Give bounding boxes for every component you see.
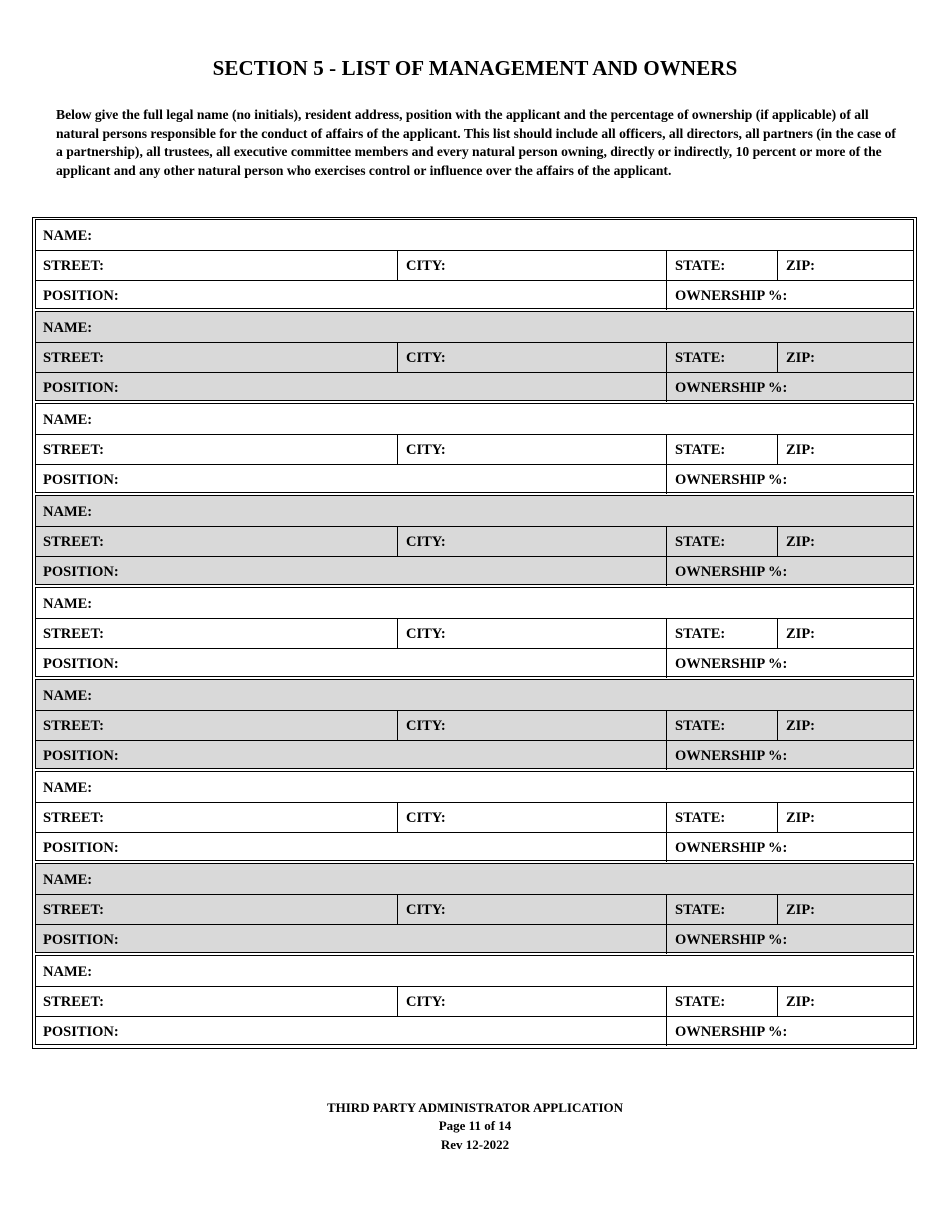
column-divider bbox=[666, 710, 667, 740]
name-field[interactable]: NAME: bbox=[43, 688, 93, 704]
column-divider bbox=[777, 894, 778, 924]
ownership-percent-field[interactable]: OWNERSHIP %: bbox=[675, 840, 788, 856]
row-divider bbox=[36, 986, 913, 987]
state-field[interactable]: STATE: bbox=[675, 258, 726, 274]
column-divider bbox=[666, 832, 667, 862]
person-entry-block bbox=[35, 955, 914, 1045]
column-divider bbox=[777, 342, 778, 372]
person-entry-block bbox=[35, 495, 914, 585]
person-entry-block bbox=[35, 311, 914, 401]
ownership-percent-field[interactable]: OWNERSHIP %: bbox=[675, 288, 788, 304]
position-field[interactable]: POSITION: bbox=[43, 564, 119, 580]
name-field[interactable]: NAME: bbox=[43, 964, 93, 980]
column-divider bbox=[397, 986, 398, 1016]
city-field[interactable]: CITY: bbox=[406, 810, 446, 826]
city-field[interactable]: CITY: bbox=[406, 902, 446, 918]
zip-field[interactable]: ZIP: bbox=[786, 626, 815, 642]
column-divider bbox=[777, 986, 778, 1016]
column-divider bbox=[397, 802, 398, 832]
row-divider bbox=[36, 802, 913, 803]
state-field[interactable]: STATE: bbox=[675, 810, 726, 826]
column-divider bbox=[777, 710, 778, 740]
street-field[interactable]: STREET: bbox=[43, 350, 104, 366]
column-divider bbox=[666, 464, 667, 494]
position-field[interactable]: POSITION: bbox=[43, 1024, 119, 1040]
column-divider bbox=[666, 618, 667, 648]
row-divider bbox=[36, 556, 913, 557]
name-field[interactable]: NAME: bbox=[43, 504, 93, 520]
row-divider bbox=[36, 250, 913, 251]
state-field[interactable]: STATE: bbox=[675, 718, 726, 734]
zip-field[interactable]: ZIP: bbox=[786, 902, 815, 918]
column-divider bbox=[666, 924, 667, 954]
row-divider bbox=[36, 526, 913, 527]
column-divider bbox=[666, 648, 667, 678]
position-field[interactable]: POSITION: bbox=[43, 380, 119, 396]
name-field[interactable]: NAME: bbox=[43, 596, 93, 612]
name-field[interactable]: NAME: bbox=[43, 228, 93, 244]
ownership-percent-field[interactable]: OWNERSHIP %: bbox=[675, 656, 788, 672]
row-divider bbox=[36, 372, 913, 373]
state-field[interactable]: STATE: bbox=[675, 350, 726, 366]
position-field[interactable]: POSITION: bbox=[43, 288, 119, 304]
city-field[interactable]: CITY: bbox=[406, 718, 446, 734]
city-field[interactable]: CITY: bbox=[406, 258, 446, 274]
street-field[interactable]: STREET: bbox=[43, 902, 104, 918]
name-field[interactable]: NAME: bbox=[43, 412, 93, 428]
street-field[interactable]: STREET: bbox=[43, 718, 104, 734]
row-divider bbox=[36, 280, 913, 281]
ownership-percent-field[interactable]: OWNERSHIP %: bbox=[675, 748, 788, 764]
street-field[interactable]: STREET: bbox=[43, 994, 104, 1010]
footer-page-number: Page 11 of 14 bbox=[438, 1118, 512, 1133]
zip-field[interactable]: ZIP: bbox=[786, 258, 815, 274]
column-divider bbox=[397, 618, 398, 648]
zip-field[interactable]: ZIP: bbox=[786, 718, 815, 734]
column-divider bbox=[666, 802, 667, 832]
column-divider bbox=[777, 434, 778, 464]
column-divider bbox=[666, 434, 667, 464]
column-divider bbox=[397, 434, 398, 464]
column-divider bbox=[666, 894, 667, 924]
street-field[interactable]: STREET: bbox=[43, 626, 104, 642]
column-divider bbox=[666, 250, 667, 280]
position-field[interactable]: POSITION: bbox=[43, 472, 119, 488]
person-entry-block bbox=[35, 587, 914, 677]
row-divider bbox=[36, 894, 913, 895]
column-divider bbox=[666, 342, 667, 372]
row-divider bbox=[36, 740, 913, 741]
street-field[interactable]: STREET: bbox=[43, 258, 104, 274]
zip-field[interactable]: ZIP: bbox=[786, 442, 815, 458]
instructions-paragraph: Below give the full legal name (no initials), resident address, position with the applicant and the percentage of ownership (if applicable) of all natural persons responsible for the conduct of affairs of the applicant. This list should include all officers, all directors, all partners (in the case of a partnership), all trustees, all executive committee members and every natural person owning, directly or indirectly, 10 percent or more of the applicant and any other natural person who exercises control or influence over the affairs of the applicant. bbox=[56, 107, 896, 178]
city-field[interactable]: CITY: bbox=[406, 534, 446, 550]
footer-revision: Rev 12-2022 bbox=[440, 1137, 510, 1152]
street-field[interactable]: STREET: bbox=[43, 534, 104, 550]
column-divider bbox=[397, 250, 398, 280]
ownership-percent-field[interactable]: OWNERSHIP %: bbox=[675, 564, 788, 580]
city-field[interactable]: CITY: bbox=[406, 350, 446, 366]
city-field[interactable]: CITY: bbox=[406, 626, 446, 642]
column-divider bbox=[777, 526, 778, 556]
row-divider bbox=[36, 342, 913, 343]
person-entry-block bbox=[35, 863, 914, 953]
column-divider bbox=[666, 740, 667, 770]
position-field[interactable]: POSITION: bbox=[43, 840, 119, 856]
column-divider bbox=[666, 556, 667, 586]
zip-field[interactable]: ZIP: bbox=[786, 994, 815, 1010]
row-divider bbox=[36, 618, 913, 619]
street-field[interactable]: STREET: bbox=[43, 810, 104, 826]
person-entry-block bbox=[35, 403, 914, 493]
column-divider bbox=[397, 894, 398, 924]
state-field[interactable]: STATE: bbox=[675, 442, 726, 458]
person-entry-block bbox=[35, 771, 914, 861]
row-divider bbox=[36, 648, 913, 649]
ownership-percent-field[interactable]: OWNERSHIP %: bbox=[675, 472, 788, 488]
column-divider bbox=[666, 280, 667, 310]
row-divider bbox=[36, 434, 913, 435]
column-divider bbox=[397, 526, 398, 556]
zip-field[interactable]: ZIP: bbox=[786, 810, 815, 826]
column-divider bbox=[666, 1016, 667, 1046]
column-divider bbox=[397, 710, 398, 740]
zip-field[interactable]: ZIP: bbox=[786, 350, 815, 366]
column-divider bbox=[666, 986, 667, 1016]
name-field[interactable]: NAME: bbox=[43, 872, 93, 888]
city-field[interactable]: CITY: bbox=[406, 442, 446, 458]
row-divider bbox=[36, 1016, 913, 1017]
footer-application-title: THIRD PARTY ADMINISTRATOR APPLICATION bbox=[326, 1100, 624, 1115]
column-divider bbox=[666, 526, 667, 556]
column-divider bbox=[397, 342, 398, 372]
row-divider bbox=[36, 464, 913, 465]
name-field[interactable]: NAME: bbox=[43, 780, 93, 796]
column-divider bbox=[666, 372, 667, 402]
row-divider bbox=[36, 924, 913, 925]
ownership-percent-field[interactable]: OWNERSHIP %: bbox=[675, 932, 788, 948]
ownership-percent-field[interactable]: OWNERSHIP %: bbox=[675, 1024, 788, 1040]
name-field[interactable]: NAME: bbox=[43, 320, 93, 336]
position-field[interactable]: POSITION: bbox=[43, 932, 119, 948]
column-divider bbox=[777, 618, 778, 648]
zip-field[interactable]: ZIP: bbox=[786, 534, 815, 550]
column-divider bbox=[777, 802, 778, 832]
column-divider bbox=[777, 250, 778, 280]
row-divider bbox=[36, 832, 913, 833]
street-field[interactable]: STREET: bbox=[43, 442, 104, 458]
state-field[interactable]: STATE: bbox=[675, 902, 726, 918]
ownership-percent-field[interactable]: OWNERSHIP %: bbox=[675, 380, 788, 396]
person-entry-block bbox=[35, 219, 914, 309]
person-entry-block bbox=[35, 679, 914, 769]
position-field[interactable]: POSITION: bbox=[43, 748, 119, 764]
page-title: SECTION 5 - LIST OF MANAGEMENT AND OWNERS bbox=[212, 56, 738, 80]
management-owners-table bbox=[32, 217, 917, 1049]
state-field[interactable]: STATE: bbox=[675, 994, 726, 1010]
position-field[interactable]: POSITION: bbox=[43, 656, 119, 672]
city-field[interactable]: CITY: bbox=[406, 994, 446, 1010]
state-field[interactable]: STATE: bbox=[675, 626, 726, 642]
row-divider bbox=[36, 710, 913, 711]
state-field[interactable]: STATE: bbox=[675, 534, 726, 550]
